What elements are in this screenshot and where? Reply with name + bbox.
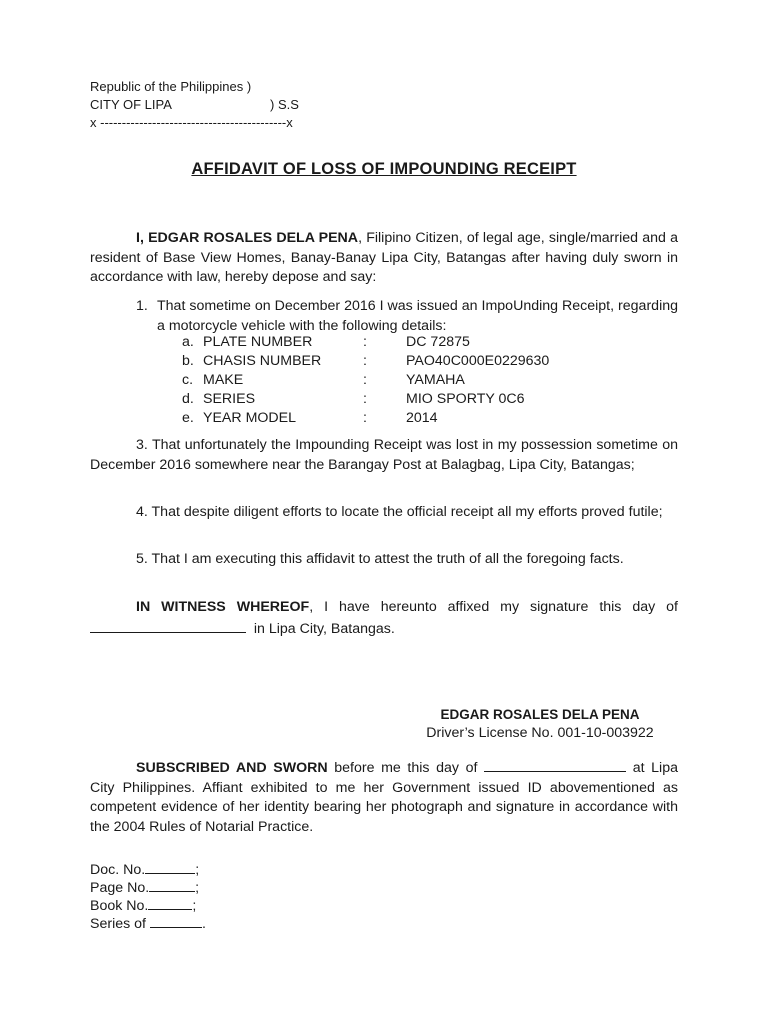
detail-key: MAKE [203,372,244,388]
ss-label: ) S.S [270,97,299,112]
detail-key: PLATE NUMBER [203,334,313,350]
detail-colon: : [363,391,367,407]
venue-header [90,78,299,132]
item-1 [136,297,678,336]
signatory-license: Driver’s License No. 001-10-003922 [426,725,654,741]
page-no-blank [149,878,195,892]
detail-colon: : [363,334,367,350]
detail-value: MIO SPORTY 0C6 [406,391,525,407]
page-no-line: Page No. ; [90,880,200,896]
detail-letter: d. [182,391,194,407]
detail-colon: : [363,410,367,426]
jurat-paragraph [90,758,678,837]
paragraph-4: 4. That despite diligent efforts to locate the official receipt all my efforts proved futile; [136,504,663,520]
republic-line: Republic of the Philippines ) [90,79,252,94]
notarial-register [90,860,206,932]
witness-paragraph [90,598,678,639]
series-blank [150,914,202,928]
jurat-text-1: before me this day of [334,760,478,776]
doc-no-blank [145,860,195,874]
detail-value: DC 72875 [406,334,470,350]
book-no-line: Book No. ; [90,898,197,914]
witness-text: , I have hereunto affixed my signature this day of [309,599,678,615]
detail-key: YEAR MODEL [203,410,297,426]
detail-colon: : [363,353,367,369]
detail-colon: : [363,372,367,388]
detail-value: 2014 [406,410,438,426]
jurat-text-2: at Lipa City Philippines. Affiant exhibited to me her Government issued ID abovementioned as competent evidence of her identity bearing her photograph and signature in accordance with the 2004 Rules of Notarial Practice. [90,760,678,835]
paragraph-5: 5. That I am executing this affidavit to attest the truth of all the foregoing facts. [136,551,624,567]
detail-letter: a. [182,334,194,350]
item-1-number: 1. [136,298,148,314]
series-line: Series of . [90,916,206,932]
jurat-date-blank [484,758,626,772]
jurat-heading: SUBSCRIBED AND SWORN [136,760,328,776]
intro-paragraph [90,229,678,288]
intro-text: , Filipino Citizen, of legal age, single/married and a resident of Base View Homes, Banay-Banay Lipa City, Batangas after having duly sworn in accordance with law, hereby depose and say: [90,230,679,285]
detail-value: YAMAHA [406,372,465,388]
doc-no-line: Doc. No. ; [90,862,200,878]
signature-date-blank [90,618,246,633]
detail-letter: c. [182,372,194,388]
venue-divider: x -------------------------------------------x [90,115,293,130]
city-label: CITY OF LIPA [90,97,172,112]
detail-key: SERIES [203,391,256,407]
document-title: AFFIDAVIT OF LOSS OF IMPOUNDING RECEIPT [191,160,577,178]
signatory-name: EDGAR ROSALES DELA PENA [440,707,640,722]
detail-letter: e. [182,410,194,426]
book-no-blank [148,896,192,910]
item-1-text: That sometime on December 2016 I was issued an ImpoUnding Receipt, regarding a motorcycle vehicle with the following details: [157,298,678,334]
detail-letter: b. [182,353,194,369]
detail-value: PAO40C000E0229630 [406,353,550,369]
witness-heading: IN WITNESS WHEREOF [136,599,310,615]
affiant-name: I, EDGAR ROSALES DELA PENA [136,230,359,246]
paragraph-3: 3. That unfortunately the Impounding Receipt was lost in my possession sometime on December 2016 somewhere near the Barangay Post at Balagbag, Lipa City, Batangas; [90,437,678,473]
detail-key: CHASIS NUMBER [203,353,322,369]
witness-text-2: in Lipa City, Batangas. [253,620,395,637]
